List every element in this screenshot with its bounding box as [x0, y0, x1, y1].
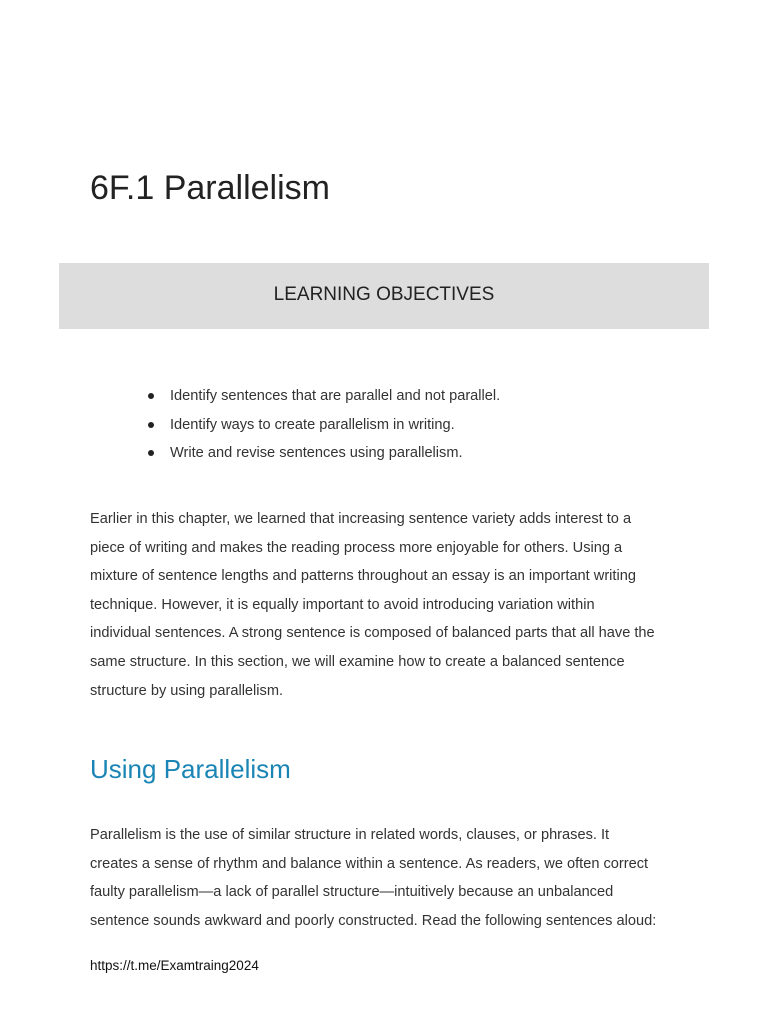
- objective-text: Identify sentences that are parallel and not parallel.: [170, 388, 501, 404]
- paragraph-line: technique. However, it is equally important to avoid introducing variation within: [90, 596, 595, 613]
- list-item: [146, 411, 706, 440]
- section-paragraph: [90, 821, 690, 935]
- objective-text: Write and revise sentences using parallelism.: [170, 445, 463, 461]
- paragraph-line: individual sentences. A strong sentence is composed of balanced parts that all have the: [90, 625, 655, 642]
- objective-text: Identify ways to create parallelism in writing.: [170, 416, 455, 433]
- intro-paragraph: [90, 505, 690, 705]
- paragraph-line: faulty parallelism—a lack of parallel structure—intuitively because an unbalanced: [90, 884, 614, 901]
- bullet-icon: [148, 393, 154, 399]
- paragraph-line: creates a sense of rhythm and balance within a sentence. As readers, we often correct: [90, 855, 649, 872]
- paragraph-line: piece of writing and makes the reading process more enjoyable for others. Using a: [90, 539, 623, 556]
- paragraph-line: Parallelism is the use of similar structure in related words, clauses, or phrases. It: [90, 827, 610, 843]
- learning-objectives-list: [146, 382, 706, 468]
- paragraph-line: same structure. In this section, we will examine how to create a balanced sentence: [90, 653, 625, 670]
- footer-link[interactable]: https://t.me/Examtraing2024: [90, 958, 259, 973]
- page-title: 6F.1 Parallelism: [90, 169, 330, 207]
- bullet-icon: [148, 422, 154, 428]
- learning-objectives-heading: LEARNING OBJECTIVES: [273, 284, 495, 305]
- section-heading: Using Parallelism: [90, 754, 291, 784]
- paragraph-line: sentence sounds awkward and poorly constructed. Read the following sentences aloud:: [90, 912, 657, 929]
- bullet-icon: [148, 450, 154, 456]
- learning-objectives-box: [59, 263, 709, 329]
- paragraph-line: mixture of sentence lengths and patterns throughout an essay is an important writing: [90, 568, 636, 585]
- list-item: [146, 439, 706, 468]
- list-item: [146, 382, 706, 411]
- paragraph-line: Earlier in this chapter, we learned that increasing sentence variety adds interest to a: [90, 511, 632, 527]
- paragraph-line: structure by using parallelism.: [90, 682, 284, 699]
